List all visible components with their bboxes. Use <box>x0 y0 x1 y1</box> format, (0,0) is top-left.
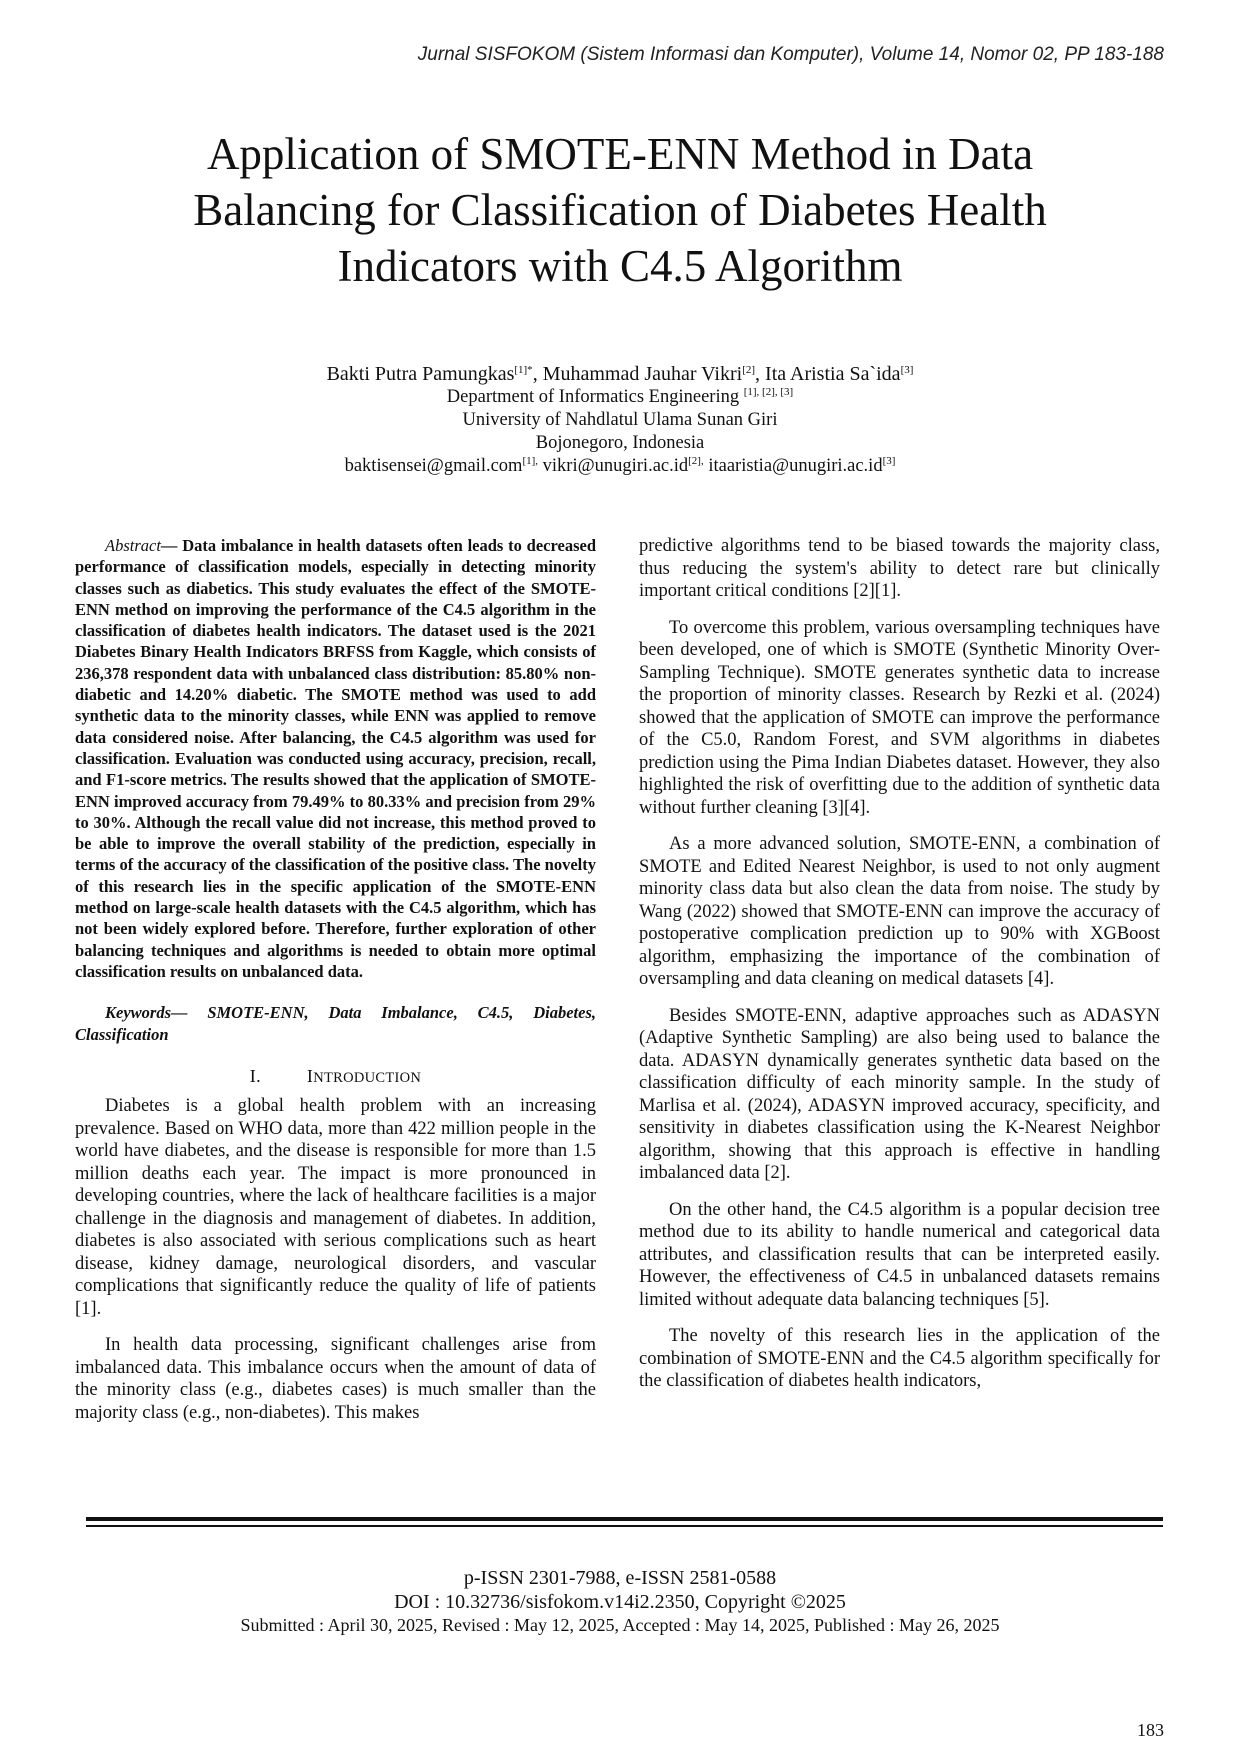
paragraph-continuation: predictive algorithms tend to be biased towards the majority class, thus reducing the system's ability to detect rare but clinically important critical conditions [2][1]. <box>639 536 1160 601</box>
email-2: vikri@unugiri.ac.id <box>538 456 689 476</box>
author-names <box>100 362 1140 386</box>
abstract: Abstract— Data imbalance in health datasets often leads to decreased performance of classification models, especially in detecting minority classes such as diabetics. This study evaluates the effect of the SMOTE-ENN method on improving the performance of the C4.5 algorithm in the classification of diabetes health indicators. The dataset used is the 2021 Diabetes Binary Health Indicators BRFSS from Kaggle, which consists of 236,378 respondent data with unbalanced class distribution: 85.80% non-diabetic and 14.20% diabetic. The SMOTE method was used to add synthetic data to the minority classes, while ENN was applied to remove data considered noise. After balancing, the C4.5 algorithm was used for classification. Evaluation was conducted using accuracy, precision, recall, and F1-score metrics. The results showed that the application of SMOTE-ENN improved accuracy from 79.49% to 80.33% and precision from 29% to 30%. Although the recall value did not increase, this method proved to be able to improve the overall stability of the prediction, especially in terms of the accuracy of the classification of the positive class. The novelty of this research lies in the specific application of the SMOTE-ENN method on large-scale health datasets with the C4.5 algorithm, which has not been widely explored before. Therefore, further exploration of other balancing techniques and algorithms is needed to obtain more optimal classification results on unbalanced data. <box>75 536 597 981</box>
keywords <box>75 1002 596 1045</box>
title-line: Balancing for Classification of Diabetes Health <box>193 185 1047 235</box>
right-column <box>639 535 1160 1407</box>
title-line: Application of SMOTE-ENN Method in Data <box>206 129 1034 179</box>
section-heading-introduction: I. INTRODUCTION <box>249 1065 422 1086</box>
department: Department of Informatics Engineering [1], [2], [3] <box>446 386 794 407</box>
city: Bojonegoro, Indonesia <box>535 433 705 453</box>
abstract-label: Abstract <box>105 536 161 555</box>
issn: p-ISSN 2301-7988, e-ISSN 2581-0588 <box>463 1567 777 1589</box>
paragraph: To overcome this problem, various oversampling techniques have been developed, one of which is SMOTE (Synthetic Minority Over-Sampling Technique). SMOTE generates synthetic data to increase the proportion of minority classes. Research by Rezki et al. (2024) showed that the application of SMOTE can improve the performance of the C5.0, Random Forest, and SVM algorithms in diabetes prediction using the Pima Indian Diabetes dataset. However, they also highlighted the risk of overfitting due to the addition of synthetic data without further cleaning [3][4]. <box>639 617 1160 818</box>
footer-rule-thick <box>86 1517 1163 1521</box>
author-1-ref: [1]* <box>514 364 533 376</box>
author-2: , Muhammad Jauhar Vikri <box>532 363 743 385</box>
paragraph: As a more advanced solution, SMOTE-ENN, a combination of SMOTE and Edited Nearest Neighbor, is used to not only augment minority class data but also clean the data from noise. The study by Wang (2022) showed that SMOTE-ENN can improve the accuracy of postoperative complication prediction up to 90% with XGBoost algorithm, emphasizing the importance of the combination of oversampling and data cleaning on medical datasets [4]. <box>639 834 1160 989</box>
university: University of Nahdlatul Ulama Sunan Giri <box>462 410 778 430</box>
paragraph: On the other hand, the C4.5 algorithm is a popular decision tree method due to its ability to handle numerical and categorical data attributes, and classification results that can be interpreted easily. However, the effectiveness of C4.5 in unbalanced datasets remains limited without adequate data balancing techniques [5]. <box>639 1199 1160 1310</box>
email-line: baktisensei@gmail.com$^{[1],}$ $vikri@unugiri.ac.id^{[2],}$ itaaristia@unugiri.ac.id[3] <box>344 455 896 476</box>
author-1: Bakti Putra Pamungkas <box>326 363 515 385</box>
email-3: itaaristia@unugiri.ac.id <box>703 456 883 476</box>
paragraph: In health data processing, significant challenges arise from imbalanced data. This imbalance occurs when the amount of data of the minority class (e.g., diabetes cases) is much smaller than the majority class (e.g., non-diabetes). This makes <box>75 1335 596 1423</box>
paragraph: Diabetes is a global health problem with an increasing prevalence. Based on WHO data, more than 422 million people in the world have diabetes, and the disease is responsible for more than 1.5 million deaths each year. The impact is more pronounced in developing countries, where the lack of healthcare facilities is a major challenge in the diagnosis and management of diabetes. In addition, diabetes is also associated with serious complications such as heart disease, kidney damage, neurological disorders, and vascular complications that significantly reduce the quality of life of patients [1]. <box>75 1096 596 1319</box>
submission-dates: Submitted : April 30, 2025, Revised : May 12, 2025, Accepted : May 14, 2025, Published : May 26, 2025 <box>240 1615 1000 1635</box>
journal-header: Jurnal SISFOKOM (Sistem Informasi dan Komputer), Volume 14, Nomor 02, PP 183-188 <box>417 44 1164 65</box>
paragraph: The novelty of this research lies in the application of the combination of SMOTE-ENN and the C4.5 algorithm specifically for the classification of diabetes health indicators, <box>639 1326 1160 1391</box>
abstract-text: Data imbalance in health datasets often leads to decreased performance of classification models, especially in detecting minority classes such as diabetics. This study evaluates the effect of the SMOTE-ENN method on improving the performance of the C4.5 algorithm in the classification of diabetes health indicators. The dataset used is the 2021 Diabetes Binary Health Indicators BRFSS from Kaggle, which consists of 236,378 respondent data with unbalanced class distribution: 85.80% non-diabetic and 14.20% diabetic. The SMOTE method was used to add synthetic data to the minority classes, while ENN was applied to remove data considered noise. After balancing, the C4.5 algorithm was used for classification. Evaluation was conducted using accuracy, precision, recall, and F1-score metrics. The results showed that the application of SMOTE-ENN improved accuracy from 79.49% to 80.33% and precision from 29% to 30%. Although the recall value did not increase, this method proved to be able to improve the overall stability of the prediction, especially in terms of the accuracy of the classification of the positive class. The novelty of this research lies in the specific application of the SMOTE-ENN method on large-scale health datasets with the C4.5 algorithm, which has not been widely explored before. Therefore, further exploration of other balancing techniques and algorithms is needed to obtain more optimal classification results on unbalanced data. <box>75 536 597 981</box>
keywords-label: Keywords— <box>105 1003 208 1023</box>
paragraph: Besides SMOTE-ENN, adaptive approaches such as ADASYN (Adaptive Synthetic Sampling) are also being used to balance the data. ADASYN dynamically generates synthetic data based on the classification difficulty of each minority sample. In the study of Marlisa et al. (2024), ADASYN improved accuracy, specificity, and sensitivity in diabetes classification using the K-Nearest Neighbor algorithm, showing that this approach is effective in handling imbalanced data [2]. <box>639 1005 1160 1183</box>
author-3: , Ita Aristia Sa`ida <box>755 363 901 385</box>
footer-rule-thin <box>86 1525 1163 1527</box>
doi: DOI : 10.32736/sisfokom.v14i2.2350, Copyright ©2025 <box>394 1591 846 1613</box>
keywords-text: SMOTE-ENN, Data Imbalance, C4.5, Diabetes, Classification <box>75 1003 597 1044</box>
email-1: baktisensei@gmail.com <box>344 456 523 476</box>
page-number: 183 <box>1137 1720 1164 1740</box>
left-column <box>75 535 596 1438</box>
author-3-ref: [3] <box>900 364 914 376</box>
author-block <box>100 362 1140 478</box>
footer <box>100 1566 1140 1637</box>
title-line: Indicators with C4.5 Algorithm <box>337 241 903 291</box>
author-2-ref: [2] <box>742 364 756 376</box>
paper-title <box>100 126 1140 294</box>
